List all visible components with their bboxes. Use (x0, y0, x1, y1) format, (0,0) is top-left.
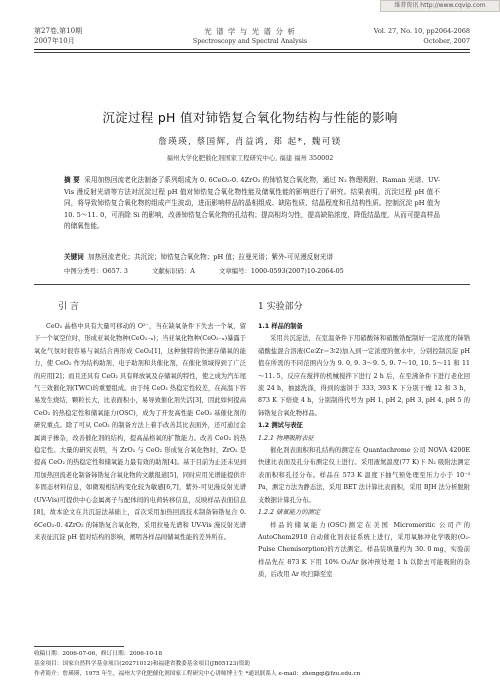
paper-authors: 詹瑛瑛, 蔡国辉, 肖益鸿, 郑 起*, 魏可镁 (158, 137, 342, 147)
document-code: 文献标识码：A (151, 267, 195, 275)
paper-affiliation: 福州大学化肥催化剂国家工程研究中心, 福建 福州 350002 (166, 154, 334, 162)
introduction-paragraph: CeO₂ 晶格中具有大量可移动的 O²⁻，当在缺氧条件下失去一个氧，留下一个氧空位时，形成亚氧化物种(CeO₂₋ₓ)；当亚氧化物种(CeO₂₋ₓ)暴露于氧化气氛时很容易与氧结合再形成 CeO₂[1]，这种独特的快速存储氧的能力，使 CeO₂ 作为结构助剂、电子助剂和共催化剂，在催化领域得到了广泛的应用[2]；而且还具有 CeO₂ 具有释放氧及存储氧的特性，使之成为汽车尾气三效催化剂(TWC)的重要组成。由于纯 CeO₂ 热稳定性较差，在高温下容易发生烧结，颗粒长大，比表面积小，易导致催化剂失活[3]，因此如何提高 CeO₂ 的热稳定性和储氧能力(OSC)，成为了开发高性能 CeO₂ 基催化剂的研究重点。除了可从 CeO₂ 的制备方法上着手改善其比表面外，还可通过金属离子掺杂，改善催化剂的结构，提高晶格氧的扩散能力。改善 CeO₂ 的热稳定性。大量的研究表明，当 ZrO₂ 与 CeO₂ 形成复合氧化物时，ZrO₂ 是提高 CeO₂ 的热稳定性和储氧能力最有效的助剂[4]。基于目前为止还未见到用加热回流老化制备铈锆复合氧化物的文献报道[5]，同时应用光谱能提供许多固态材料信息，如微观相结构变化较为敏感[6,7]，紫外-可见漫反射光谱(UV-Vis)可提供中心金属离子与配体间的电荷转移信息，反映样品表面信息[8]，故本论文在共沉淀法基础上，首次采用加热回流技术制备铈锆复合 0. 6CeO₂-0. 4ZrO₂ 的铈锆复合氧化物，采用拉曼光谱和 UV-Vis 漫反射光谱来表征沉淀 pH 值对结构的影响，阐明各样品间储氧性能的差异所在。 (34, 323, 246, 541)
footnote-fund: 基金项目：国家自然科学基金项目(20271012)和福建省教委基金项目(JB05123)资助 (34, 661, 250, 667)
subsection-1-2-1-text: 催化剂表面积和孔结构的测定在 Quantachrome 公司 NOVA 4200E 快速比表面及孔分布测定仪上进行。采用液氮温度(77 K)下 N₂ 吸附法测定表面积和孔径分布。样品在 573 K 温度下抽气预处理至压力小于 10⁻³ Pa，测定方法为静态法，采用 BET 法计算比表面积，采用 BJH 法分析脱附支数据计算孔分布。 (258, 447, 470, 504)
subsection-1-1: 1.1 样品的制备 (258, 323, 303, 330)
subsection-1-1-text: 采用共沉淀法，在室温条件下用硝酸铈和硝酸锆配制好一定浓度的铈锆硝酸盐混合溶液(Ce∶Zr＝3∶2)加入到一定浓度的氨水中，分别控制沉淀 pH 值在所需的不同范围内分为 9. 0, 9. 3～9. 5, 9. 7～10, 10. 5～11 和 11～11. 5，反应在搅拌的机械搅拌下进行 2 h 后，在至沸条件下进行老化回流 24 h，抽滤洗涤，得到的滤饼于 333, 393 K 下分别干燥 12 和 3 h，873 K 下焙烧 4 h，分别制得代号为 pH 1, pH 2, pH 3, pH 4, pH 5 的铈锆复合氧化物样品。 (258, 335, 470, 417)
header-journal-cn: 光 谱 学 与 光 谱 分 析 (204, 27, 296, 36)
footnote-received: 收稿日期：2006-07-06，修订日期：2006-10-18 (34, 651, 163, 657)
paper-title: 沉淀过程 pH 值对铈锆复合氧化物结构与性能的影响 (102, 110, 398, 125)
header-rule-thick (34, 49, 470, 50)
source-watermark: 维普资讯 http://www.cqvip.com (380, 0, 500, 12)
subsection-1-2-2-text: 样品的储氧能力(OSC)测定在美国 Micromeritic 公司产的 AutoChem2910 自动催化剂表征系统上进行，采用氧脉冲化学吸附(O₂-Pulse Chemisorption)的方法测定。样品装填量约为 30. 0 mg，实验前样品先在 873 K 下用 10% O₂/Ar 脉冲预处理 1 h 以除去可能吸附的杂质，后改用 Ar 吹扫降至室 (258, 521, 470, 579)
header-volume-cn: 第27卷,第10期 (34, 27, 83, 35)
subsection-1-2-1: 1.2.1 物理吸附表征 (258, 434, 314, 442)
keywords (64, 252, 440, 264)
footnote-rule (34, 646, 124, 647)
header-volume-en: Vol. 27, No. 10, pp2064-2068 (373, 27, 470, 35)
header-journal-en: Spectroscopy and Spectral Analysis (192, 38, 308, 45)
subsection-1-2: 1.2 测试与表征 (258, 422, 303, 430)
subsection-1-2-2: 1.2.2 储氧能力的测定 (258, 509, 321, 517)
clc-number: 中图分类号：O657. 3 (64, 267, 128, 275)
experimental-column (258, 321, 470, 582)
abstract (64, 175, 440, 233)
classification-line (64, 266, 440, 276)
footnote-author-info: 作者简介：詹瑛瑛，1975 年生，福州大学化肥催化剂国家工程研究中心讲师博士生 *通讯联系人 e-mail：zhengqi@fzu.edu.cn (34, 671, 361, 677)
header-date-cn: 2007年10月 (34, 37, 75, 45)
section-heading-experimental: 1 实验部分 (258, 302, 303, 312)
abstract-bottom-rule (34, 284, 470, 285)
keywords-label: 关键词 (64, 253, 84, 261)
abstract-text: 采用加热回流老化法制备了系列组成为 0. 6CeO₂-0. 4ZrO₂ 的铈锆复合氧化物，通过 N₂ 物理吸附、Raman 光谱、UV-Vis 漫反射光谱等方法对沉淀过程 pH 值对铈锆复合氧化物性能及储氧性能的影响进行了研究。结果表明，沉淀过程 pH 值不同，将导致铈锆复合氧化物的组成产生波动，进而影响样品的晶相组成、缺陷性质、结晶程度和孔结构性质。控制沉淀 pH 值为 10. 5～11. 0，可消除 Si 的影响，改善铈锆复合氧化物的孔结构；提高相均匀性，提高缺陷浓度，降低结晶度，从而可提高样品的储氧性能。 (64, 176, 441, 230)
header-date-en: October, 2007 (423, 37, 470, 45)
abstract-label: 摘 要 (64, 176, 80, 184)
article-number: 文章编号：1000-0593(2007)10-2064-05 (218, 267, 344, 275)
section-heading-introduction: 引 言 (58, 302, 79, 312)
header-rule-thin (34, 52, 470, 53)
keywords-text: 加热回流老化；共沉淀；铈锆复合氧化物；pH 值；拉曼光谱；紫外-可见漫反射光谱 (87, 253, 334, 261)
